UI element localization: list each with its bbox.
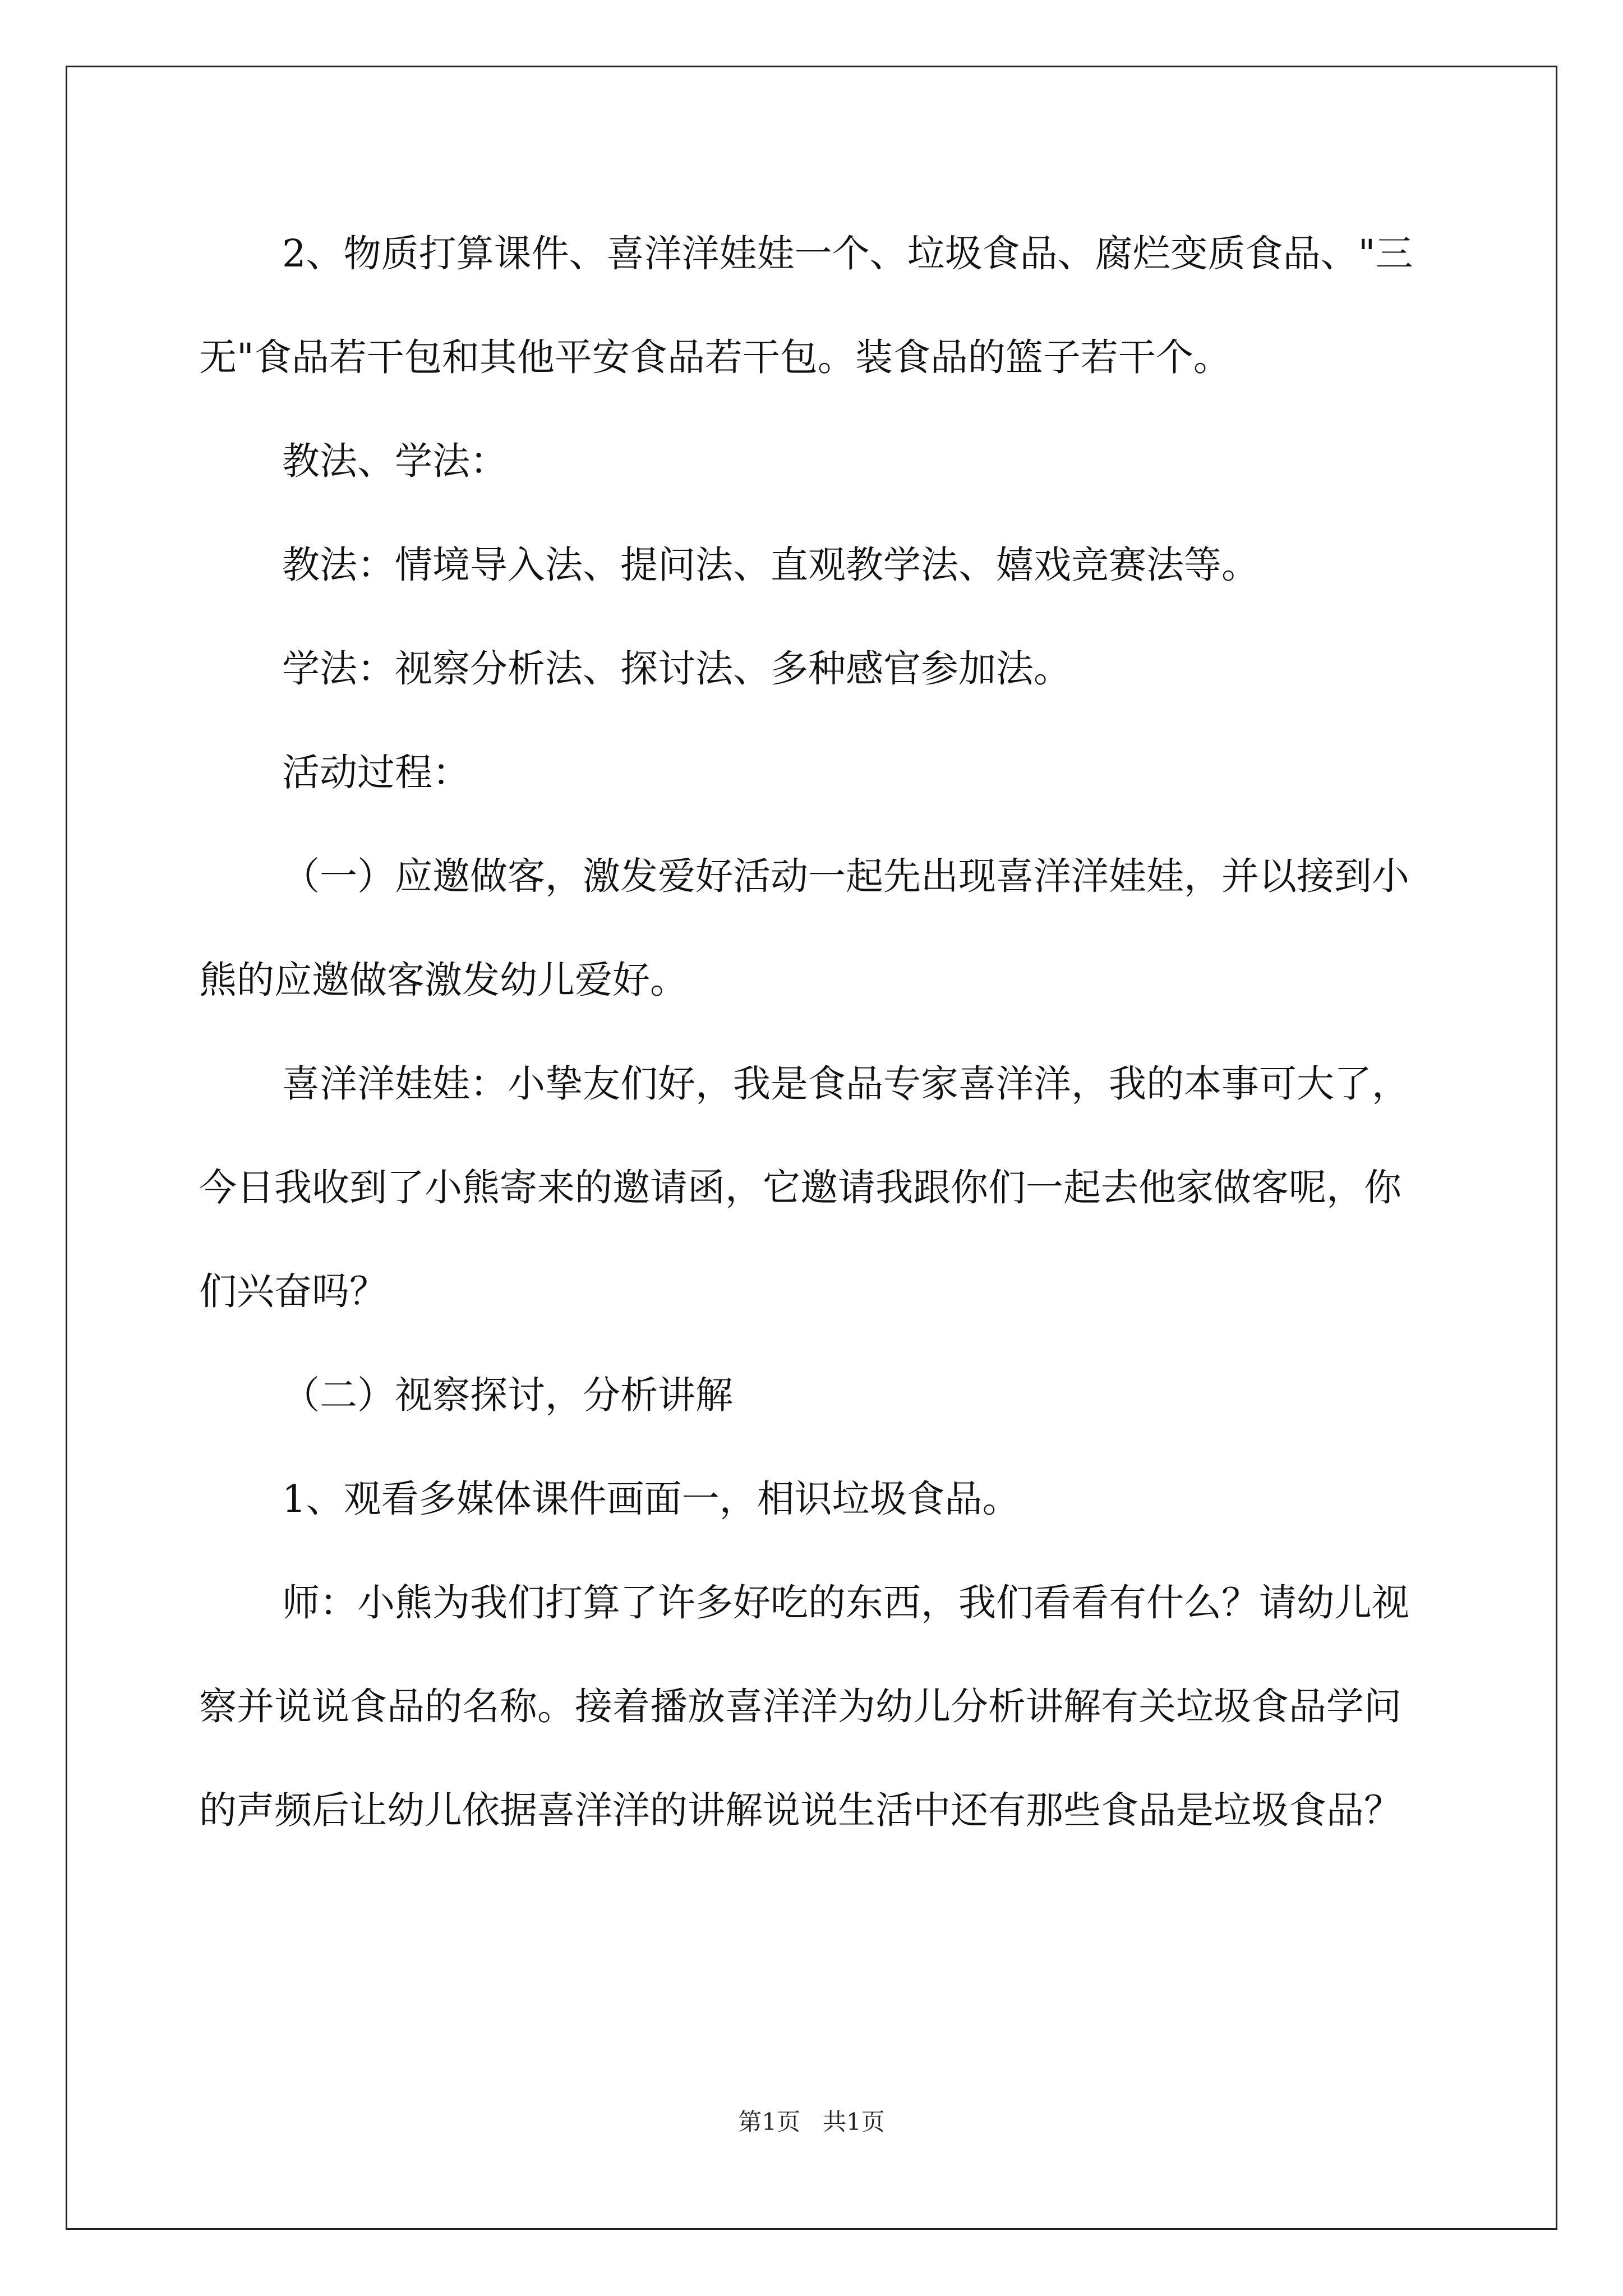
paragraph-materials: 2、物质打算课件、喜洋洋娃娃一个、垃圾食品、腐烂变质食品、"三无"食品若干包和其他平安食品若干包。装食品的篮子若干个。 bbox=[199, 232, 1413, 379]
page-total: 共1页 bbox=[823, 2108, 885, 2136]
paragraph-methods-heading: 教法、学法： bbox=[282, 439, 508, 483]
paragraph-teaching-methods: 教法：情境导入法、提问法、直观教学法、嬉戏竞赛法等。 bbox=[282, 543, 1259, 587]
paragraph-section-one: （一）应邀做客，激发爱好活动一起先出现喜洋洋娃娃，并以接到小熊的应邀做客激发幼儿爱好。 bbox=[199, 854, 1409, 1002]
document-body bbox=[199, 202, 1427, 1862]
paragraph-step-one: 1、观看多媒体课件画面一，相识垃圾食品。 bbox=[282, 1477, 1020, 1521]
page-number: 第1页 bbox=[738, 2108, 800, 2136]
paragraph-learning-methods: 学法：视察分析法、探讨法、多种感官参加法。 bbox=[282, 647, 1071, 691]
paragraph-teacher: 师：小熊为我们打算了许多好吃的东西，我们看看有什么？请幼儿视察并说说食品的名称。接着播放喜洋洋为幼儿分析讲解有关垃圾食品学问的声频后让幼儿依据喜洋洋的讲解说说生活中还有那些食品是垃圾食品？ bbox=[199, 1581, 1409, 1832]
paragraph-section-two: （二）视察探讨，分析讲解 bbox=[282, 1373, 733, 1417]
paragraph-activity-heading: 活动过程： bbox=[282, 751, 470, 794]
page-footer bbox=[0, 2104, 1623, 2137]
paragraph-doll-speech: 喜洋洋娃娃：小挚友们好，我是食品专家喜洋洋，我的本事可大了，今日我收到了小熊寄来的邀请函，它邀请我跟你们一起去他家做客呢，你们兴奋吗？ bbox=[199, 1062, 1409, 1313]
